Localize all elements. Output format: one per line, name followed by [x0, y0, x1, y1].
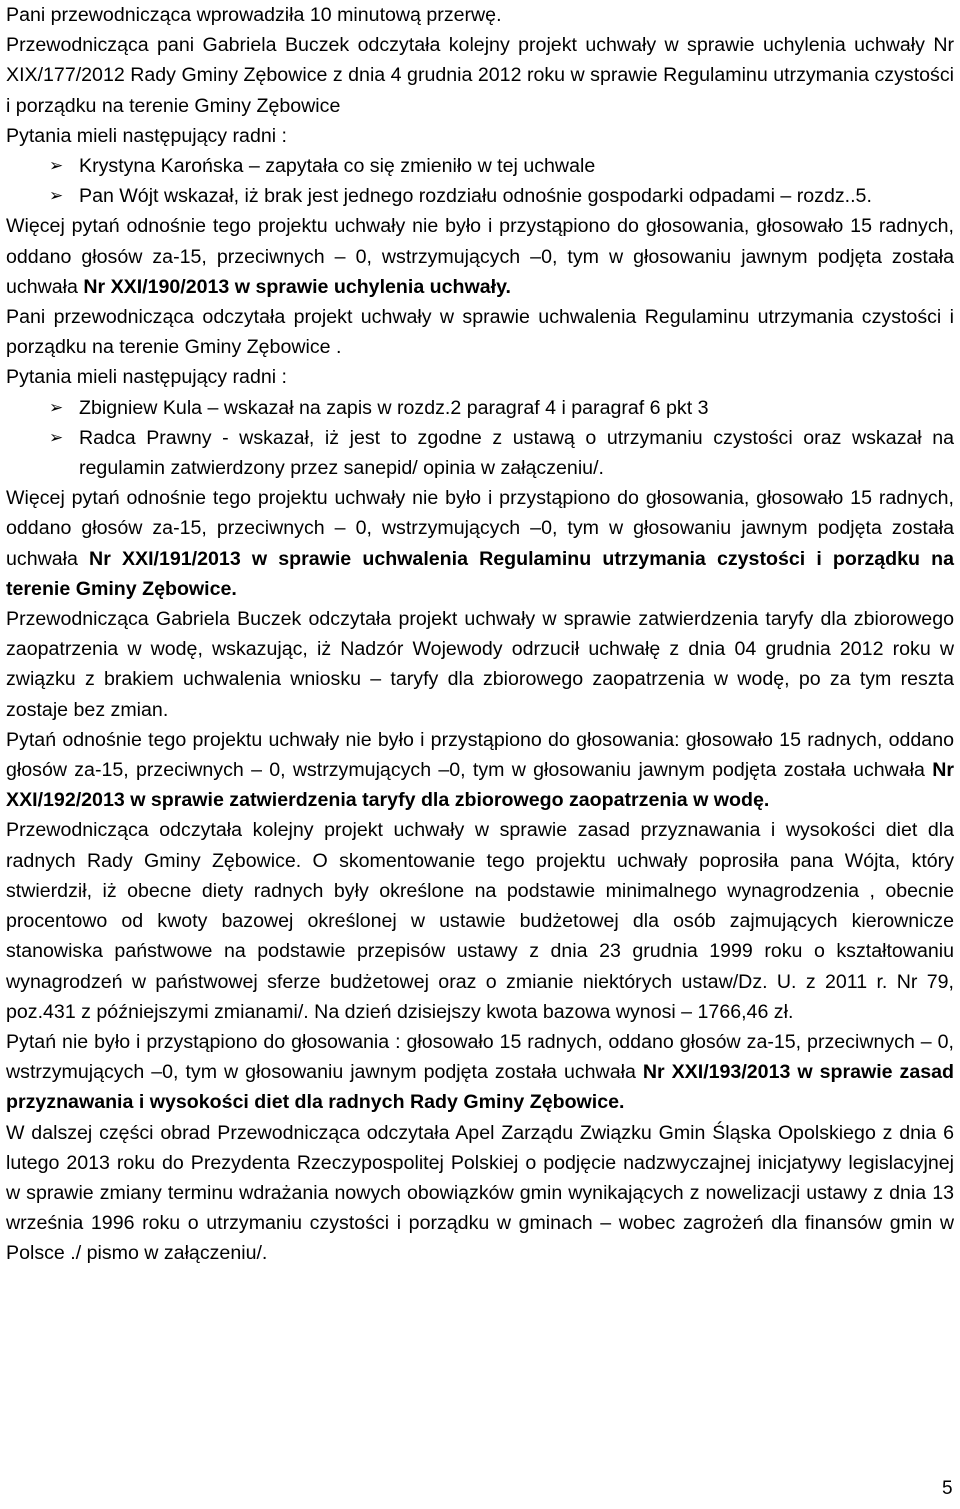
- questions-intro-1: Pytania mieli następujący radni :: [6, 124, 287, 147]
- paragraph-appeal: W dalszej części obrad Przewodnicząca odczytała Apel Zarządu Związku Gmin Śląska Opolskiego z dnia 6 lutego 2013 roku do Prezydenta Rzeczypospolitej Polskiej o podjęcie nadzwyczajnej inicjatywy legislacyjnej w sprawie zmiany terminu wdrażania nowych obowiązków gmin wynikających z nowelizacji ustawy z dnia 13 września 1996 roku o utrzymaniu czystości i porządku w gminach – wobec zagrożeń dla finansów gmin w Polsce ./ pismo w załączeniu/.: [6, 1121, 954, 1265]
- page-number: 5: [942, 1478, 953, 1499]
- arrowhead-bullet-icon: ➢: [49, 156, 64, 177]
- vote-paragraph-4: [6, 1027, 954, 1118]
- resolution-title: Nr XXI/193/2013 w sprawie zasad przyznawania i wysokości diet dla radnych Rady Gminy Zębowice.: [6, 1061, 954, 1114]
- paragraph-water-tariff: Przewodnicząca Gabriela Buczek odczytała projekt uchwały w sprawie zatwierdzenia taryfy dla zbiorowego zaopatrzenia w wodę, wskazując, iż Nadzór Wojewody odrzucił uchwałę z dnia 04 grudnia 2012 roku w związku z brakiem uchwalenia wniosku – taryfy dla zbiorowego zaopatrzenia w wodę, po za tym reszta zostaje bez zmian.: [6, 608, 954, 721]
- vote-text: Pytań nie było i przystąpiono do głosowania : głosowało 15 radnych, oddano głosów za-15, przeciwnych – 0, wstrzymujących –0, tym w głosowaniu jawnym podjęta została uchwała: [6, 1030, 954, 1084]
- paragraph-diets: Przewodnicząca odczytała kolejny projekt uchwały w sprawie zasad przyznawania i wysokości diet dla radnych Rady Gminy Zębowice. O skomentowanie tego projektu uchwały poprosiła pana Wójta, który stwierdził, iż obecne diety radnych były określone na podstawie minimalnego wynagrodzenia , obecnie procentowo od kwoty bazowej określonej w ustawie budżetowej dla osób zajmujących kierownicze stanowiska państwowe na podstawie przepisów ustawy z dnia 23 grudnia 1999 roku o kształtowaniu wynagrodzeń w państwowej sferze budżetowej oraz o zmianie niektórych ustaw/Dz. U. z 2011 r. Nr 79, poz.431 z późniejszymi zmianami/. Na dzień dzisiejszy kwota bazowa wynosi – 1766,46 zł.: [6, 819, 954, 1023]
- document-page: [6, 0, 954, 1269]
- questions-list-2: [6, 393, 954, 484]
- list-item-text: Krystyna Karońska – zapytała co się zmieniło w tej uchwale: [79, 155, 596, 178]
- paragraph-regulation-reading: Pani przewodnicząca odczytała projekt uchwały w sprawie uchwalenia Regulaminu utrzymania czystości i porządku na terenie Gminy Zębowice .: [6, 306, 954, 359]
- arrowhead-bullet-icon: ➢: [49, 397, 64, 418]
- vote-paragraph-3: [6, 725, 954, 816]
- list-item: [6, 151, 954, 181]
- questions-list-1: [6, 151, 954, 211]
- arrowhead-bullet-icon: ➢: [49, 186, 64, 207]
- list-item-text: Pan Wójt wskazał, iż brak jest jednego rozdziału odnośnie gospodarki odpadami – rozdz..5.: [79, 185, 872, 208]
- vote-text: Więcej pytań odnośnie tego projektu uchwały nie było i przystąpiono do głosowania, głosowało 15 radnych, oddano głosów za-15, przeciwnych – 0, wstrzymujących –0, tym w głosowaniu jawnym podjęta została uchwała: [6, 487, 954, 570]
- vote-paragraph-2: [6, 483, 954, 604]
- list-item: [6, 423, 954, 483]
- list-item-text: Radca Prawny - wskazał, iż jest to zgodne z ustawą o utrzymaniu czystości oraz wskazał na regulamin zatwierdzony przez sanepid/ opinia w załączeniu/.: [79, 426, 954, 480]
- questions-intro-2: Pytania mieli następujący radni :: [6, 366, 287, 389]
- list-item-text: Zbigniew Kula – wskazał na zapis w rozdz.2 paragraf 4 i paragraf 6 pkt 3: [79, 396, 709, 419]
- arrowhead-bullet-icon: ➢: [49, 427, 64, 448]
- list-item: [6, 181, 954, 211]
- vote-paragraph-1: [6, 211, 954, 302]
- resolution-title: Nr XXI/190/2013 w sprawie uchylenia uchwały.: [83, 275, 511, 298]
- paragraph-break-note: Pani przewodnicząca wprowadziła 10 minutową przerwę.: [6, 4, 502, 26]
- resolution-title: Nr XXI/191/2013 w sprawie uchwalenia Regulaminu utrzymania czystości i porządku na terenie Gminy Zębowice.: [6, 547, 955, 600]
- list-item: [6, 393, 954, 423]
- vote-text: Pytań odnośnie tego projektu uchwały nie było i przystąpiono do głosowania: głosowało 15 radnych, oddano głosów za-15, przeciwnych – 0, wstrzymujących –0, tym w głosowaniu jawnym podjęta została uchwała: [6, 728, 954, 782]
- paragraph-project-reading: Przewodnicząca pani Gabriela Buczek odczytała kolejny projekt uchwały w sprawie uchylenia uchwały Nr XIX/177/2012 Rady Gminy Zębowice z dnia 4 grudnia 2012 roku w sprawie Regulaminu utrzymania czystości i porządku na terenie Gminy Zębowice: [6, 34, 954, 117]
- vote-text: Więcej pytań odnośnie tego projektu uchwały nie było i przystąpiono do głosowania, głosowało 15 radnych, oddano głosów za-15, przeciwnych – 0, wstrzymujących –0, tym w głosowaniu jawnym podjęta została uchwała: [6, 215, 954, 298]
- resolution-title: Nr XXI/192/2013 w sprawie zatwierdzenia taryfy dla zbiorowego zaopatrzenia w wodę.: [6, 759, 954, 812]
